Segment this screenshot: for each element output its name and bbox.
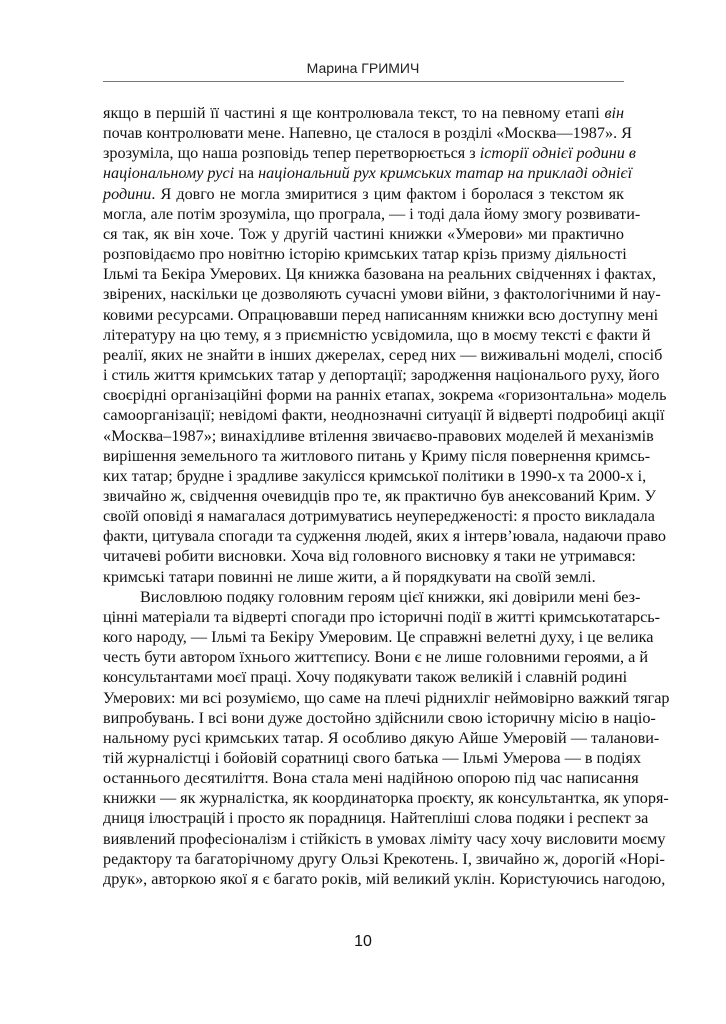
text-line	[103, 748, 642, 768]
text-line	[103, 829, 666, 849]
italic-text: історії однієї родини в	[479, 144, 636, 163]
running-header-author: Марина ГРИМИЧ	[306, 60, 420, 76]
text-line	[103, 728, 660, 748]
text-run: книжки — як журналістка, як координаторка проєкту, як консультантка, як упоря-	[103, 789, 669, 808]
text-run: цінні матеріали та відверті спогади про історичні події в житті кримськотатарсь-	[103, 607, 661, 626]
text-line	[103, 244, 627, 264]
text-line	[103, 526, 667, 546]
text-line	[103, 325, 651, 345]
text-run: читачеві робити висновки. Хоча від головного висновку я таки не утримався:	[103, 547, 636, 566]
text-run: реалії, яких не знайти в інших джерелах, серед них — виживальні моделі, спосіб	[103, 345, 663, 364]
text-line	[103, 768, 639, 788]
text-line	[103, 506, 655, 526]
text-line	[103, 567, 624, 587]
text-run: кримські татари повинні не лише жити, а й порядкувати на своїй землі.	[103, 567, 596, 586]
text-line	[103, 143, 636, 163]
text-line	[103, 688, 670, 708]
text-line	[103, 466, 647, 486]
text-line	[103, 224, 624, 244]
text-line	[103, 647, 649, 667]
text-line	[103, 667, 628, 687]
italic-text: національному русі	[103, 164, 235, 183]
text-run: почав контролювати мене. Напевно, це сталося в розділі «Москва—1987». Я	[103, 124, 632, 143]
text-line	[103, 849, 665, 869]
text-run: дниця ілюстрацій і просто як порадниця. Найтепліші слова подяки і респект за	[103, 809, 649, 828]
page-number: 10	[354, 933, 372, 950]
text-run: зрозуміла, що наша розповідь тепер перетворюється з	[103, 144, 480, 163]
text-run: своєрідні організаційні форми на ранніх етапах, зокрема «горизонтальна» модель	[103, 386, 667, 405]
text-line	[103, 627, 654, 647]
text-run: вирішення земельного та житлового питань у Криму після повернення кримсь-	[103, 446, 651, 465]
text-line	[103, 708, 656, 728]
text-run: ких татар; брудне і зрадливе закулісся кримської політики в 1990-х та 2000-х і,	[103, 466, 647, 485]
text-line	[103, 607, 661, 627]
text-run: і стиль життя кримських татар у депортації; зародження національого руху, його	[103, 366, 660, 385]
text-line	[103, 345, 663, 365]
text-run: останнього десятиліття. Вона стала мені надійною опорою під час написання	[103, 769, 639, 788]
text-run: нальному русі кримських татар. Я особливо дякую Айше Умеровій — таланови-	[103, 728, 660, 747]
text-line	[103, 204, 641, 224]
text-line	[103, 385, 667, 405]
text-line	[103, 103, 624, 123]
text-run: ся так, як він хоче. Тож у другій частині книжки «Умерови» ми практично	[103, 224, 624, 243]
text-line	[103, 405, 665, 425]
text-run: Умерових: ми всі розуміємо, що саме на плечі ріднихліг неймовірно важкий тягар	[103, 688, 670, 707]
text-run: ковими ресурсами. Опрацювавши перед написанням книжки всю доступну мені	[103, 305, 659, 324]
text-run: . Я довго не могла змиритися з цим фактом і боролася з текстом як	[151, 184, 624, 203]
text-line	[103, 486, 656, 506]
text-line	[103, 446, 651, 466]
text-run: честь бути автором їхнього життєпису. Вони є не лише головними героями, а й	[103, 648, 649, 667]
text-run: випробувань. І всі вони дуже достойно здійснили свою історичну місію в націо-	[103, 708, 656, 727]
text-run: розповідаємо про новітню історію кримських татар крізь призму діяльності	[103, 245, 627, 264]
italic-text: родини	[103, 184, 152, 203]
text-run: виявлений професіоналізм і стійкість в умовах ліміту часу хочу висловити моєму	[103, 829, 666, 848]
text-line	[103, 587, 641, 607]
text-line	[103, 426, 654, 446]
text-run: кого народу, — Ільмі та Бекіру Умеровим. Це справжні велетні духу, і це велика	[103, 628, 654, 647]
text-run: «Москва–1987»; винахідливе втілення звичаєво-правових моделей й механізмів	[103, 426, 654, 445]
text-line	[103, 869, 666, 889]
text-line	[103, 305, 659, 325]
text-run: самоорганізації; невідомі факти, неоднозначні ситуації й відверті подробиці акції	[103, 406, 665, 425]
text-run: тій журналістці і бойовій соратниці свого батька — Ільмі Умерова — в подіях	[103, 749, 642, 767]
text-run: якщо в першій її частині я ще контролювала текст, то на певному етапі	[103, 104, 605, 122]
text-line	[103, 808, 649, 828]
text-line	[103, 264, 657, 284]
header-rule	[103, 81, 624, 82]
text-line	[103, 284, 661, 304]
text-run: Ільмі та Бекіра Умерових. Ця книжка базована на реальних свідченнях і фактах,	[103, 265, 657, 284]
text-line	[103, 365, 660, 385]
text-run: своїй оповіді я намагалася дотримуватись неупередженості: я просто викладала	[103, 507, 655, 526]
text-line	[103, 788, 669, 808]
text-run: факти, цитувала спогади та судження людей, яких я інтерв’ювала, надаючи право	[103, 527, 667, 546]
text-line	[103, 123, 632, 143]
text-run: редактору та багаторічному другу Ользі Крекотень. І, звичайно ж, дорогій «Норі-	[103, 849, 665, 868]
text-line	[103, 163, 633, 183]
text-run: звичайно ж, свідчення очевидців про те, як практично був анексований Крим. У	[103, 486, 656, 505]
body-text	[103, 103, 670, 889]
italic-text: національний рух кримських татар на прикладі однієї	[258, 164, 633, 183]
text-line	[103, 184, 624, 204]
text-run: Висловлюю подяку головним героям цієї книжки, які довірили мені без-	[140, 587, 641, 606]
text-run: друк», авторкою якої я є багато років, мій великий уклін. Користуючись нагодою,	[103, 869, 666, 888]
italic-text: він	[604, 104, 624, 122]
text-run: могла, але потім зрозуміла, що програла, — і тоді дала йому змогу розвивати-	[103, 204, 641, 223]
text-line	[103, 546, 636, 566]
text-run: літературу на цю тему, я з приємністю усвідомила, що в моєму тексті є факти й	[103, 325, 651, 344]
text-run: звірених, наскільки це дозволяють сучасні умови війни, з фактологічними й нау-	[103, 285, 661, 304]
text-run: на	[234, 164, 259, 183]
text-run: консультантами моєї праці. Хочу подякувати також великій і славній родині	[103, 668, 628, 687]
